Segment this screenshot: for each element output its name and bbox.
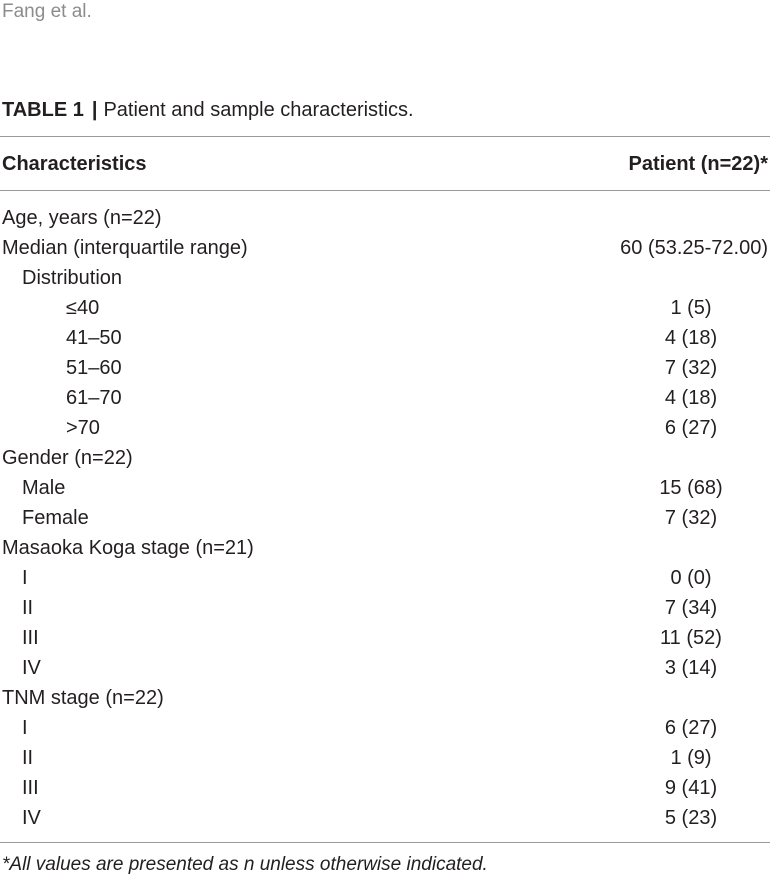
row-value: 11 (52) — [660, 627, 722, 649]
row-label: Distribution — [22, 267, 123, 289]
row-label: 51–60 — [66, 357, 122, 379]
table-row — [0, 713, 770, 743]
table-row — [0, 683, 770, 713]
row-label: Median (interquartile range) — [2, 237, 248, 259]
table-row — [0, 383, 770, 413]
row-label: >70 — [66, 417, 100, 439]
row-value: 5 (23) — [664, 807, 718, 829]
table-header-rule — [0, 190, 770, 191]
table-row — [0, 503, 770, 533]
row-value: 6 (27) — [664, 417, 718, 439]
row-value: 60 (53.25-72.00) — [620, 237, 768, 259]
row-label: I — [22, 717, 28, 739]
header-characteristics: Characteristics — [2, 153, 147, 175]
row-label: Female — [22, 507, 89, 529]
row-label: Masaoka Koga stage (n=21) — [2, 537, 254, 559]
row-label: 41–50 — [66, 327, 122, 349]
row-value: 9 (41) — [664, 777, 718, 799]
row-value: 7 (34) — [664, 597, 718, 619]
table-row — [0, 293, 770, 323]
table-row — [0, 593, 770, 623]
row-label: Gender (n=22) — [2, 447, 133, 469]
row-label: IV — [22, 657, 41, 679]
table-row — [0, 773, 770, 803]
row-value: 1 (5) — [670, 297, 712, 319]
row-value: 1 (9) — [670, 747, 712, 769]
table-row — [0, 443, 770, 473]
row-label: Age, years (n=22) — [2, 207, 162, 229]
table-caption — [2, 96, 414, 124]
table-row — [0, 563, 770, 593]
table-footnote: *All values are presented as n unless otherwise indicated. — [2, 854, 488, 875]
table-row — [0, 233, 770, 263]
row-value: 7 (32) — [664, 507, 718, 529]
table-row — [0, 353, 770, 383]
row-label: TNM stage (n=22) — [2, 687, 164, 709]
table-row — [0, 263, 770, 293]
row-value: 4 (18) — [664, 387, 718, 409]
running-head: Fang et al. — [2, 1, 92, 22]
table-caption-separator: | — [91, 99, 98, 121]
row-label: II — [22, 747, 34, 769]
table-row — [0, 803, 770, 833]
row-label: IV — [22, 807, 41, 829]
row-value: 4 (18) — [664, 327, 718, 349]
row-value: 3 (14) — [664, 657, 718, 679]
table-row — [0, 623, 770, 653]
table-top-rule — [0, 136, 770, 137]
table-header-row — [0, 150, 770, 178]
row-label: I — [22, 567, 28, 589]
table-row — [0, 533, 770, 563]
row-value: 6 (27) — [664, 717, 718, 739]
row-label: II — [22, 597, 34, 619]
row-value: 7 (32) — [664, 357, 718, 379]
table-caption-text: Patient and sample characteristics. — [103, 99, 414, 121]
table-row — [0, 413, 770, 443]
table-row — [0, 323, 770, 353]
row-label: 61–70 — [66, 387, 122, 409]
table-row — [0, 473, 770, 503]
table-row — [0, 653, 770, 683]
table-bottom-rule — [0, 842, 770, 843]
row-label: III — [22, 777, 39, 799]
table-body — [0, 203, 770, 833]
row-value: 15 (68) — [659, 477, 723, 499]
row-value: 0 (0) — [670, 567, 712, 589]
row-label: III — [22, 627, 39, 649]
header-patient-count: Patient (n=22)* — [628, 153, 768, 175]
table-caption-label: TABLE 1 — [2, 99, 84, 121]
table-row — [0, 743, 770, 773]
table-row — [0, 203, 770, 233]
row-label: Male — [22, 477, 66, 499]
row-label: ≤40 — [66, 297, 100, 319]
